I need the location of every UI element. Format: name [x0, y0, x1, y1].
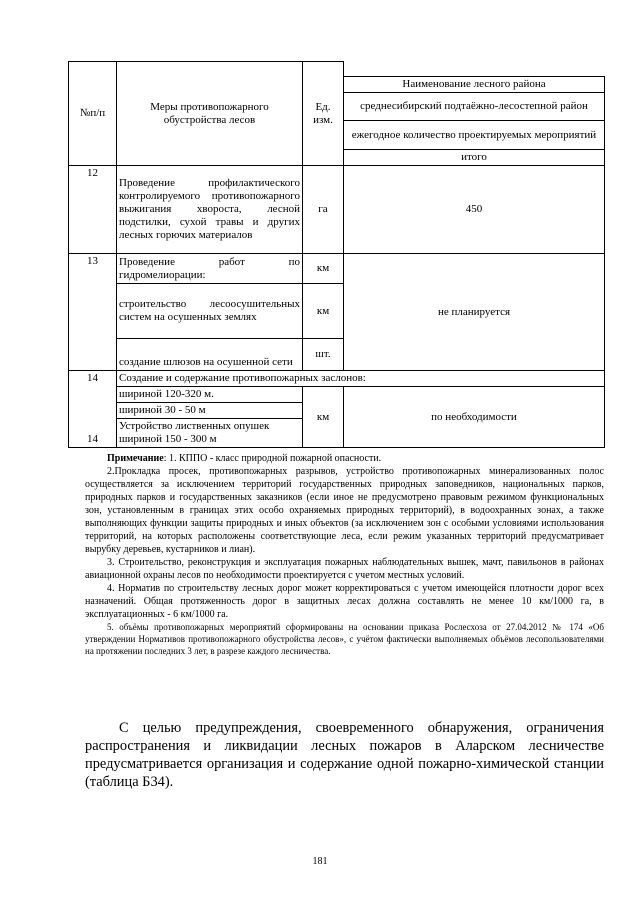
row14-num: [69, 371, 117, 448]
page-number: 181: [312, 856, 328, 867]
row13-unit1: км: [303, 254, 344, 284]
row12-value: 450: [344, 166, 605, 254]
row12-unit: га: [303, 166, 344, 254]
row14-num-bottom: 14: [87, 433, 98, 445]
note-3: 3. Строительство, реконструкция и эксплуатация пожарных наблюдательных вышек, мачт, павильонов в районах авиационной охраны лесов по необходимости проектируется с учетом местных условий.: [85, 557, 604, 581]
row12-measure: Проведение профилактического контролируемого противопожарного выжигания хвороста, лесной подстилки, сухой травы и других лесных горючих материалов: [117, 166, 303, 254]
row13-unit2: км: [303, 284, 344, 339]
row13-measure: Проведение работ по гидромелиорации:: [117, 254, 303, 284]
note-1-text: : 1. КППО - класс природной пожарной опасности.: [163, 453, 382, 464]
row14-sub3: Устройство лиственных опушек шириной 150 - 300 м: [117, 419, 303, 448]
header-total: итого: [344, 150, 605, 166]
row12-num: 12: [69, 166, 117, 254]
row13-sub2: создание шлюзов на осушенной сети: [117, 339, 303, 371]
row14-sub2: шириной 30 - 50 м: [117, 403, 303, 419]
row13-value: не планируется: [344, 254, 605, 371]
header-unit: Ед. изм.: [303, 62, 344, 166]
header-num: №п/п: [69, 62, 117, 166]
row14-unit: км: [303, 387, 344, 448]
note-label: Примечание: [107, 453, 164, 464]
row14-num-top: 14: [87, 372, 98, 384]
row14-value: по необходимости: [344, 387, 605, 448]
note-1: [85, 452, 604, 465]
header-spacer: [344, 62, 605, 77]
header-annual-count: ежегодное количество проектируемых мероприятий: [344, 121, 605, 150]
row13-num: 13: [69, 254, 117, 371]
row13-unit3: шт.: [303, 339, 344, 371]
note-2: 2.Прокладка просек, противопожарных разрывов, устройство противопожарных минерализованных полос осуществляется за исключением территорий государственных природных заповедников, национальных парков, природных парков и государственных заказников (если иное не предусмотрено правовым режимом функциональных зон, установленным в границах этих особо охраняемых природных территорий), в водоохранных зонах, а также выполняющих функции защиты природных и иных объектов (за исключением зон с особыми условиями использования территорий, на которых расположены соответствующие леса, если режим указанных территорий предусматривает вырубку деревьев, кустарников и лиан).: [85, 466, 604, 555]
notes-block: [85, 452, 604, 657]
row14-title: Создание и содержание противопожарных заслонов:: [117, 371, 605, 387]
note-5: 5. объёмы противопожарных мероприятий сформированы на основании приказа Рослесхоза от 27.04.2012 № 174 «Об утверждении Нормативов противопожарного обустройства лесов», с учётом фактически выполняемых объёмов лесопользователями на протяжении последних 3 лет, в разрезе каждого лесничества.: [85, 622, 604, 656]
header-forest-area-title: Наименование лесного района: [344, 77, 605, 93]
note-4: 4. Норматив по строительству лесных дорог может корректироваться с учетом имеющейся плотности дорог всех назначений. Общая протяженность дорог в защитных лесах должна составлять не менее 10 км/1000 га, в эксплуатационных - 6 км/1000 га.: [85, 583, 604, 620]
row14-sub1: шириной 120-320 м.: [117, 387, 303, 403]
body-paragraph: С целью предупреждения, своевременного обнаружения, ограничения распространения и ликвидации лесных пожаров в Аларском лесничестве предусматривается организация и содержание одной пожарно-химической станции (таблица Б34).: [85, 720, 604, 790]
header-measures: Меры противопожарного обустройства лесов: [117, 62, 303, 166]
row13-sub1: строительство лесоосушительных систем на осушенных землях: [117, 284, 303, 339]
fire-measures-table: [68, 61, 605, 448]
header-forest-area-name: среднесибирский подтаёжно-лесостепной район: [344, 93, 605, 121]
